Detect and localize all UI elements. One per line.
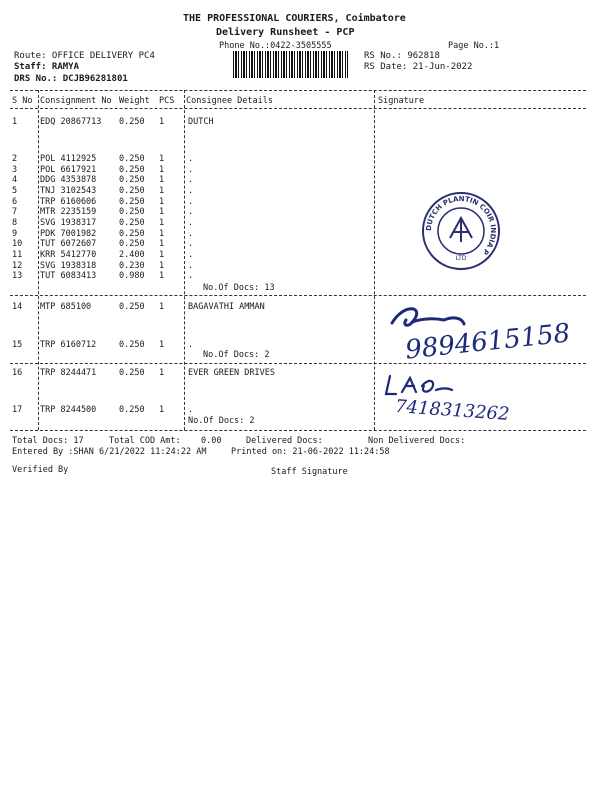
total-cod-value: 0.00 — [201, 436, 222, 446]
handwritten-phone-2: 7418313262 — [394, 396, 511, 425]
signature-16 — [380, 372, 460, 398]
row-weight: 0.250 — [119, 186, 145, 196]
row-pcs: 1 — [159, 261, 165, 271]
row-consignment: POL 6617921 — [40, 165, 97, 175]
row-sno: 8 — [12, 218, 18, 228]
row-weight: 0.250 — [119, 368, 145, 378]
row-consignee: . — [188, 229, 194, 239]
row-weight: 0.250 — [119, 165, 145, 175]
row-consignee: . — [188, 239, 194, 249]
group-docs-3: No.Of Docs: 2 — [188, 416, 255, 426]
phone-number: Phone No.:0422-3505555 — [219, 41, 332, 51]
rs-number: RS No.: 962818 — [364, 51, 440, 61]
row-weight: 0.250 — [119, 117, 145, 127]
row-consignee: EVER GREEN DRIVES — [188, 368, 275, 378]
row-consignment: EDQ 20867713 — [40, 117, 102, 127]
row-pcs: 1 — [159, 405, 165, 415]
row-pcs: 1 — [159, 340, 165, 350]
row-consignment: MTP 685100 — [40, 302, 92, 312]
row-consignment: TUT 6083413 — [40, 271, 97, 281]
row-consignee: . — [188, 250, 194, 260]
row-sno: 7 — [12, 207, 18, 217]
barcode — [233, 51, 348, 78]
row-pcs: 1 — [159, 154, 165, 164]
row-consignment: PDK 7001982 — [40, 229, 97, 239]
col-pcs: PCS — [159, 96, 175, 106]
row-consignee: . — [188, 154, 194, 164]
row-weight: 0.250 — [119, 154, 145, 164]
row-weight: 0.250 — [119, 229, 145, 239]
col-weight: Weight — [119, 96, 150, 106]
row-consignment: POL 4112925 — [40, 154, 97, 164]
row-weight: 2.400 — [119, 250, 145, 260]
row-sno: 9 — [12, 229, 18, 239]
col-consignment: Consignment No — [40, 96, 112, 106]
entered-by: Entered By :SHAN 6/21/2022 11:24:22 AM — [12, 447, 207, 457]
row-pcs: 1 — [159, 271, 165, 281]
group-docs-2: No.Of Docs: 2 — [203, 350, 270, 360]
row-sno: 13 — [12, 271, 23, 281]
row-consignee: . — [188, 175, 194, 185]
group-docs-1: No.Of Docs: 13 — [203, 283, 275, 293]
col-divider — [184, 90, 185, 430]
row-pcs: 1 — [159, 218, 165, 228]
row-pcs: 1 — [159, 165, 165, 175]
staff: Staff: RAMYA — [14, 62, 80, 72]
row-weight: 0.980 — [119, 271, 145, 281]
group-rule-1 — [10, 295, 586, 296]
col-divider — [38, 90, 39, 430]
row-consignee: . — [188, 271, 194, 281]
table-top-rule — [10, 90, 586, 91]
row-sno: 15 — [12, 340, 23, 350]
row-sno: 14 — [12, 302, 23, 312]
row-consignment: TNJ 3102543 — [40, 186, 97, 196]
row-consignment: SVG 1938318 — [40, 261, 97, 271]
row-sno: 6 — [12, 197, 18, 207]
row-pcs: 1 — [159, 368, 165, 378]
row-sno: 2 — [12, 154, 18, 164]
row-weight: 0.250 — [119, 302, 145, 312]
row-sno: 4 — [12, 175, 18, 185]
row-weight: 0.250 — [119, 218, 145, 228]
row-consignee: . — [188, 186, 194, 196]
row-sno: 5 — [12, 186, 18, 196]
row-pcs: 1 — [159, 197, 165, 207]
stamp-text: DUTCH PLANTIN COIR INDIA P — [424, 194, 498, 257]
col-consignee: Consignee Details — [186, 96, 273, 106]
group-rule-2 — [10, 363, 586, 364]
col-divider — [374, 90, 375, 430]
delivered-docs: Delivered Docs: — [246, 436, 323, 446]
row-weight: 0.250 — [119, 239, 145, 249]
row-sno: 11 — [12, 250, 23, 260]
header-rule — [10, 108, 586, 109]
row-pcs: 1 — [159, 175, 165, 185]
row-consignee: DUTCH — [188, 117, 214, 127]
row-consignment: TRP 8244471 — [40, 368, 97, 378]
row-sno: 10 — [12, 239, 23, 249]
row-sno: 3 — [12, 165, 18, 175]
row-weight: 0.250 — [119, 175, 145, 185]
total-docs: Total Docs: 17 — [12, 436, 84, 446]
row-pcs: 1 — [159, 207, 165, 217]
route: Route: OFFICE DELIVERY PC4 — [14, 51, 155, 61]
row-consignee: . — [188, 261, 194, 271]
row-sno: 1 — [12, 117, 18, 127]
row-consignment: TUT 6072607 — [40, 239, 97, 249]
row-sno: 12 — [12, 261, 23, 271]
runsheet-title: Delivery Runsheet - PCP — [216, 27, 355, 38]
row-weight: 0.230 — [119, 261, 145, 271]
verified-by: Verified By — [12, 465, 69, 475]
row-pcs: 1 — [159, 229, 165, 239]
total-cod-label: Total COD Amt: — [109, 436, 181, 446]
row-consignment: MTR 2235159 — [40, 207, 97, 217]
row-consignment: KRR 5412770 — [40, 250, 97, 260]
drs-number: DRS No.: DCJB96281801 — [14, 74, 128, 84]
row-weight: 0.250 — [119, 207, 145, 217]
row-weight: 0.250 — [119, 405, 145, 415]
col-sno: S No — [12, 96, 33, 106]
row-consignee: . — [188, 340, 194, 350]
row-sno: 16 — [12, 368, 23, 378]
row-consignment: SVG 1938317 — [40, 218, 97, 228]
row-consignee: . — [188, 218, 194, 228]
staff-signature: Staff Signature — [271, 467, 348, 477]
page-number: Page No.:1 — [448, 41, 500, 51]
col-signature: Signature — [378, 96, 425, 106]
row-weight: 0.250 — [119, 340, 145, 350]
handwritten-phone-1: 9894615158 — [403, 318, 572, 366]
printed-on: Printed on: 21-06-2022 11:24:58 — [231, 447, 390, 457]
row-pcs: 1 — [159, 117, 165, 127]
table-bottom-rule — [10, 430, 586, 431]
row-consignee: BAGAVATHI AMMAN — [188, 302, 265, 312]
row-consignment: DDG 4353878 — [40, 175, 97, 185]
row-weight: 0.250 — [119, 197, 145, 207]
row-consignment: TRP 6160606 — [40, 197, 97, 207]
stamp-text-2: LTD — [455, 255, 467, 262]
non-delivered-docs: Non Delivered Docs: — [368, 436, 466, 446]
rs-date: RS Date: 21-Jun-2022 — [364, 62, 473, 72]
row-sno: 17 — [12, 405, 23, 415]
row-consignee: . — [188, 207, 194, 217]
row-consignee: . — [188, 405, 194, 415]
row-pcs: 1 — [159, 302, 165, 312]
row-consignment: TRP 6160712 — [40, 340, 97, 350]
company-stamp — [420, 190, 502, 272]
row-pcs: 1 — [159, 186, 165, 196]
row-pcs: 1 — [159, 239, 165, 249]
row-consignee: . — [188, 165, 194, 175]
row-consignment: TRP 8244500 — [40, 405, 97, 415]
row-consignee: . — [188, 197, 194, 207]
row-pcs: 1 — [159, 250, 165, 260]
company-name: THE PROFESSIONAL COURIERS, Coimbatore — [183, 13, 406, 24]
